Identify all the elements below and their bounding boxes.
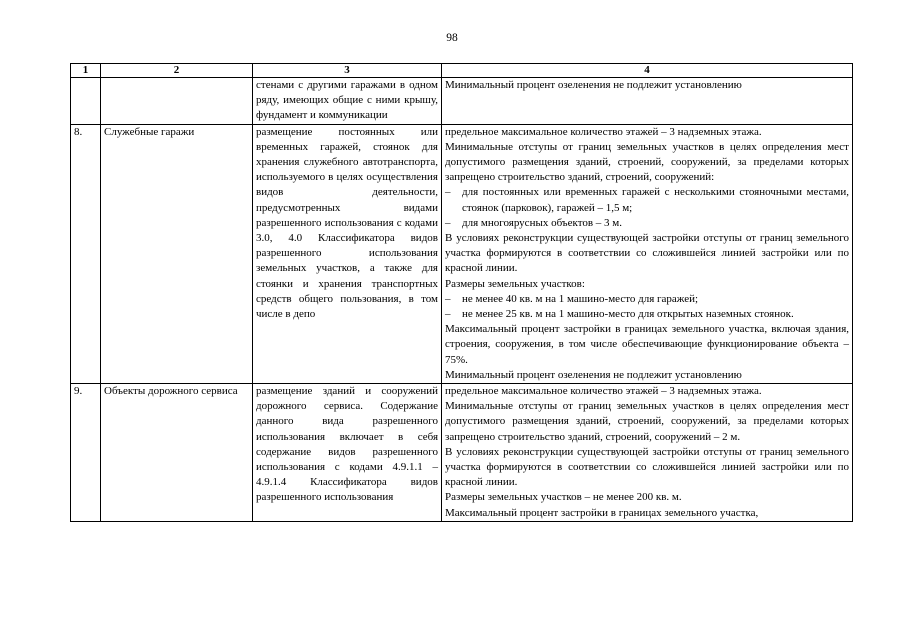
- dash-bullet: –: [445, 308, 451, 321]
- use-name: Служебные гаражи: [101, 124, 253, 383]
- dash-item-text: для многоярусных объектов – 3 м.: [462, 216, 623, 229]
- column-header-2: 2: [101, 64, 253, 78]
- table-header-row: [71, 64, 853, 78]
- column-header-1: 1: [71, 64, 101, 78]
- parameter-paragraph: Размеры земельных участков – не менее 200 кв. м.: [445, 491, 682, 504]
- dash-bullet: –: [445, 186, 451, 199]
- parameter-paragraph: Минимальный процент озеленения не подлежит установлению: [445, 79, 742, 91]
- parameter-paragraph: Размеры земельных участков:: [445, 277, 585, 290]
- dash-list-item: [445, 307, 849, 322]
- table-row: [71, 78, 853, 125]
- dash-bullet: –: [445, 292, 451, 305]
- parameter-paragraph: Максимальный процент застройки в границах земельного участка,: [445, 506, 759, 519]
- use-name: [101, 78, 253, 125]
- row-number: 9.: [71, 384, 101, 522]
- row-number: [71, 78, 101, 125]
- dash-list-item: [445, 216, 849, 231]
- parameter-paragraph: В условиях реконструкции существующей застройки отступы от границ земельного участка формируются в соответствии со сложившейся линией застройки или по красной линии.: [445, 232, 849, 275]
- use-parameters: [442, 78, 853, 125]
- use-description: размещение зданий и сооружений дорожного сервиса. Содержание данного вида разрешенного использования включает в себя содержание видов разрешенного использования с кодами 4.9.1.1 – 4.9.1.4 Классификатора видов разрешенного использования: [253, 384, 442, 522]
- table-row: [71, 124, 853, 383]
- use-description: размещение постоянных или временных гаражей, стоянок для хранения служебного автотранспорта, используемого в целях осуществления видов деятельности, предусмотренных видами разрешенного использования с кодами 3.0, 4.0 Классификатора видов разрешенного использования земельных участков, а также для стоянки и хранения транспортных средств общего пользования, в том числе в депо: [253, 124, 442, 383]
- parameter-paragraph: предельное максимальное количество этажей – 3 надземных этажа.: [445, 385, 762, 398]
- use-parameters: [442, 384, 853, 522]
- use-name: Объекты дорожного сервиса: [101, 384, 253, 522]
- column-header-3: 3: [253, 64, 442, 78]
- page-number: 98: [446, 32, 458, 44]
- dash-item-text: для постоянных или временных гаражей с несколькими стояночными местами, стоянок (парковок), гаражей – 1,5 м;: [462, 186, 849, 214]
- zoning-table: [70, 63, 853, 522]
- dash-list-item: [445, 292, 849, 307]
- use-description: стенами с другими гаражами в одном ряду, имеющих общие с ними крышу, фундамент и коммуникации: [253, 78, 442, 125]
- dash-bullet: –: [445, 216, 451, 229]
- parameter-paragraph: предельное максимальное количество этажей – 3 надземных этажа.: [445, 125, 762, 138]
- column-header-4: 4: [442, 64, 853, 78]
- parameter-paragraph: Максимальный процент застройки в границах земельного участка, включая здания, строения, сооружения, в том числе обеспечивающие функционирование объекта – 75%.: [445, 323, 849, 366]
- dash-item-text: не менее 40 кв. м на 1 машино-место для гаражей;: [462, 292, 699, 305]
- parameter-paragraph: Минимальные отступы от границ земельных участков в целях определения мест допустимого размещения зданий, строений, сооружений, за пределами которых запрещено строительство зданий, строений, сооружений – 2 м.: [445, 400, 849, 443]
- dash-item-text: не менее 25 кв. м на 1 машино-место для открытых наземных стоянок.: [462, 308, 794, 321]
- dash-list-item: [445, 185, 849, 215]
- parameter-paragraph: Минимальный процент озеленения не подлежит установлению: [445, 368, 742, 381]
- row-number: 8.: [71, 124, 101, 383]
- table-row: [71, 384, 853, 522]
- parameter-paragraph: В условиях реконструкции существующей застройки отступы от границ земельного участка формируются в соответствии со сложившейся линией застройки или по красной линии.: [445, 445, 849, 489]
- use-parameters: [442, 124, 853, 383]
- parameter-paragraph: Минимальные отступы от границ земельных участков в целях определения мест допустимого размещения зданий, строений, сооружений, за пределами которых запрещено строительство зданий, строений, сооружений:: [445, 140, 849, 184]
